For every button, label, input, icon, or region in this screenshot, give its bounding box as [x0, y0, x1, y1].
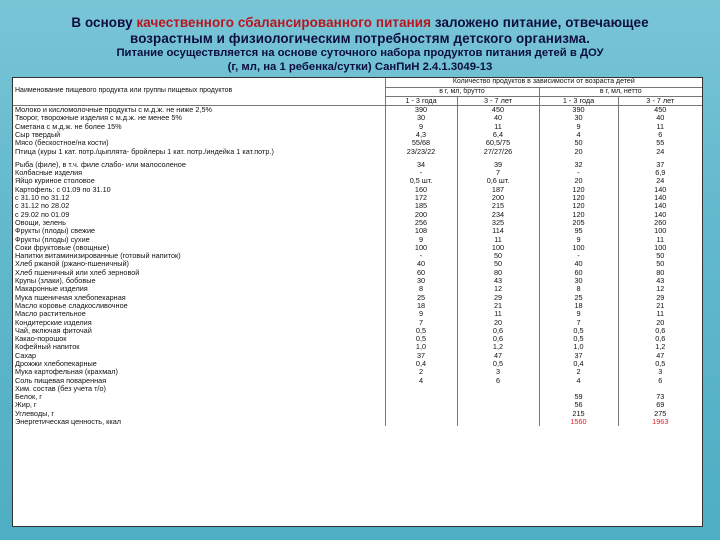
- value-cell: 172: [385, 194, 457, 202]
- value-cell: 108: [385, 227, 457, 235]
- table-row: [13, 131, 702, 139]
- value-cell: 43: [618, 277, 702, 285]
- value-cell: 56: [539, 401, 618, 409]
- value-cell: 21: [618, 302, 702, 310]
- table-row: [13, 269, 702, 277]
- value-cell: 160: [385, 186, 457, 194]
- product-name-cell: Творог, творожные изделия с м.д.ж. не менее 5%: [15, 114, 182, 123]
- product-name-cell: Яйцо куриное столовое: [15, 177, 95, 186]
- value-cell: 100: [539, 244, 618, 252]
- value-cell: 47: [618, 352, 702, 360]
- value-cell: 29: [457, 294, 539, 302]
- value-cell: [539, 385, 618, 393]
- value-cell: 114: [457, 227, 539, 235]
- table-body: [13, 106, 702, 427]
- product-name-cell: Молоко и кисломолочные продукты с м.д.ж. не ниже 2,5%: [13, 106, 385, 115]
- value-cell: 25: [385, 294, 457, 302]
- table-row: [13, 410, 702, 418]
- table-row: [13, 352, 702, 360]
- table-row: [13, 277, 702, 285]
- value-cell: 120: [539, 194, 618, 202]
- value-cell: 18: [539, 302, 618, 310]
- value-cell: 59: [539, 393, 618, 401]
- value-cell: 215: [457, 202, 539, 210]
- value-cell: 55/68: [385, 139, 457, 147]
- value-cell: 140: [618, 194, 702, 202]
- age-header-brutto-1-3: 1 - 3 года: [385, 96, 457, 105]
- value-cell: 60,5/75: [457, 139, 539, 147]
- value-cell: 6: [618, 131, 702, 139]
- value-cell: 80: [618, 269, 702, 277]
- value-cell: 27/27/26: [457, 148, 539, 161]
- value-cell: 0,6: [618, 335, 702, 343]
- value-cell: 73: [618, 393, 702, 401]
- title-accent: качественного сбалансированного питания: [136, 15, 432, 30]
- product-name-cell: Сметана с м.д.ж. не более 15%: [15, 122, 122, 131]
- value-cell: 187: [457, 186, 539, 194]
- value-cell: 80: [457, 269, 539, 277]
- title-text-end: заложено питание, отвечающее: [431, 15, 649, 30]
- product-name-cell: Картофель: с 01.09 по 31.10: [15, 185, 111, 194]
- value-cell: 0,5 шт.: [385, 177, 457, 185]
- value-cell: -: [539, 169, 618, 177]
- value-cell: 200: [385, 211, 457, 219]
- product-name-cell: с 29.02 по 01.09: [15, 210, 70, 219]
- value-cell: [385, 393, 457, 401]
- value-cell: 256: [385, 219, 457, 227]
- table-row: [13, 285, 702, 293]
- value-cell: 2: [539, 368, 618, 376]
- value-cell: 100: [457, 244, 539, 252]
- value-cell: 0,4: [539, 360, 618, 368]
- value-cell: 39: [457, 161, 539, 169]
- value-cell: [385, 401, 457, 409]
- column-header-brutto: в г, мл, брутто: [385, 87, 539, 96]
- product-name-cell: с 31.10 по 31.12: [15, 194, 70, 203]
- value-cell: 450: [457, 106, 539, 115]
- product-name-cell: Какао-порошок: [15, 335, 67, 344]
- food-norms-grid: [13, 78, 702, 426]
- value-cell: 29: [618, 294, 702, 302]
- table-row: [13, 227, 702, 235]
- age-header-netto-3-7: 3 - 7 лет: [618, 96, 702, 105]
- table-row: [13, 385, 702, 393]
- value-cell: 2: [385, 368, 457, 376]
- value-cell: 140: [618, 211, 702, 219]
- table-row: [13, 343, 702, 351]
- value-cell: 140: [618, 186, 702, 194]
- title-line-2: возрастным и физиологическим потребностям детского организма.: [130, 31, 590, 46]
- table-row: [13, 211, 702, 219]
- value-cell: 9: [539, 123, 618, 131]
- value-cell: 32: [539, 161, 618, 169]
- value-cell: 260: [618, 219, 702, 227]
- value-cell: 11: [457, 123, 539, 131]
- value-cell: 1,2: [457, 343, 539, 351]
- value-cell: 60: [539, 269, 618, 277]
- value-cell: 37: [618, 161, 702, 169]
- value-cell: 8: [385, 285, 457, 293]
- value-cell: 30: [539, 114, 618, 122]
- value-cell: 185: [385, 202, 457, 210]
- table-row: [13, 186, 702, 194]
- table-row: [13, 236, 702, 244]
- value-cell: 390: [385, 106, 457, 115]
- value-cell: 0,6 шт.: [457, 177, 539, 185]
- value-cell: 0,6: [618, 327, 702, 335]
- table-row: [13, 260, 702, 268]
- value-cell: 50: [457, 252, 539, 260]
- product-name-cell: Овощи, зелень: [15, 218, 66, 227]
- value-cell: 9: [385, 236, 457, 244]
- value-cell: 24: [618, 148, 702, 161]
- table-row: [13, 252, 702, 260]
- value-cell: 40: [385, 260, 457, 268]
- value-cell: 4: [539, 377, 618, 385]
- value-cell: 50: [618, 260, 702, 268]
- table-row: [13, 194, 702, 202]
- product-name-cell: Мясо (бескостное/на кости): [15, 139, 109, 148]
- product-name-cell: Хлеб пшеничный или хлеб зерновой: [15, 268, 140, 277]
- age-header-netto-1-3: 1 - 3 года: [539, 96, 618, 105]
- value-cell: 24: [618, 177, 702, 185]
- table-row: [13, 393, 702, 401]
- value-cell: 6,4: [457, 131, 539, 139]
- value-cell: 275: [618, 410, 702, 418]
- product-name-cell: Кофейный напиток: [15, 343, 80, 352]
- table-row: [13, 139, 702, 147]
- value-cell: 43: [457, 277, 539, 285]
- value-cell: 4: [385, 377, 457, 385]
- value-cell: [385, 418, 457, 426]
- value-cell: 20: [457, 319, 539, 327]
- value-cell: 12: [457, 285, 539, 293]
- product-name-cell: Соки фруктовые (овощные): [15, 243, 110, 252]
- value-cell: 20: [539, 148, 618, 161]
- value-cell: [457, 393, 539, 401]
- product-name-cell: Сахар: [15, 351, 37, 360]
- product-name-cell: Масло растительное: [15, 310, 86, 319]
- value-cell: 9: [385, 310, 457, 318]
- table-row: [13, 106, 702, 115]
- value-cell: 205: [539, 219, 618, 227]
- table-row: [13, 418, 702, 426]
- column-header-netto: в г, мл, нетто: [539, 87, 702, 96]
- value-cell: 3: [457, 368, 539, 376]
- value-cell: 1,0: [385, 343, 457, 351]
- value-cell: 0,4: [385, 360, 457, 368]
- product-name-cell: Макаронные изделия: [15, 285, 88, 294]
- table-row: [13, 335, 702, 343]
- table-row: [13, 368, 702, 376]
- product-name-cell: Кондитерские изделия: [15, 318, 92, 327]
- value-cell: 6: [618, 377, 702, 385]
- table-row: [13, 161, 702, 169]
- value-cell: 1,0: [539, 343, 618, 351]
- product-name-cell: Фрукты (плоды) сухие: [15, 235, 90, 244]
- table-row: [13, 302, 702, 310]
- table-row: [13, 327, 702, 335]
- table-row: [13, 148, 702, 161]
- value-cell: 120: [539, 186, 618, 194]
- product-name-cell: Белок, г: [15, 393, 42, 402]
- value-cell: 325: [457, 219, 539, 227]
- value-cell: 20: [618, 319, 702, 327]
- value-cell: 37: [385, 352, 457, 360]
- column-header-product: Наименование пищевого продукта или группы пищевых продуктов: [15, 87, 233, 95]
- value-cell: 40: [539, 260, 618, 268]
- value-cell: 450: [618, 106, 702, 115]
- value-cell: 0,6: [457, 335, 539, 343]
- value-cell: 12: [618, 285, 702, 293]
- table-row: [13, 244, 702, 252]
- value-cell: 34: [385, 161, 457, 169]
- value-cell: [457, 418, 539, 426]
- table-row: [13, 114, 702, 122]
- product-name-cell: Жир, г: [15, 401, 37, 410]
- value-cell: 95: [539, 227, 618, 235]
- value-cell: 11: [618, 310, 702, 318]
- value-cell: 9: [385, 123, 457, 131]
- value-cell: 0,5: [539, 327, 618, 335]
- value-cell: 234: [457, 211, 539, 219]
- table-row: [13, 294, 702, 302]
- table-row: [13, 123, 702, 131]
- table-row: [13, 319, 702, 327]
- product-name-cell: Птица (куры 1 кат. потр./цыплята- бройлеры 1 кат. потр./индейка 1 кат.потр.): [15, 147, 274, 156]
- value-cell: 3: [618, 368, 702, 376]
- product-name-cell: Чай, включая фиточай: [15, 326, 92, 335]
- value-cell: 40: [618, 114, 702, 122]
- value-cell: 0,5: [539, 335, 618, 343]
- value-cell: 6: [457, 377, 539, 385]
- value-cell: 390: [539, 106, 618, 115]
- value-cell: 1,2: [618, 343, 702, 351]
- product-name-cell: Напитки витаминизированные (готовый напиток): [15, 252, 181, 261]
- product-name-cell: Мука картофельная (крахмал): [15, 368, 118, 377]
- value-cell: 7: [385, 319, 457, 327]
- value-cell: 100: [618, 244, 702, 252]
- product-name-cell: с 31.12 по 28.02: [15, 202, 70, 211]
- value-cell: -: [385, 252, 457, 260]
- table-row: [13, 360, 702, 368]
- value-cell: 25: [539, 294, 618, 302]
- value-cell: [385, 410, 457, 418]
- table-row: [13, 310, 702, 318]
- value-cell: 60: [385, 269, 457, 277]
- value-cell: 100: [385, 244, 457, 252]
- table-row: [13, 401, 702, 409]
- value-cell: 18: [385, 302, 457, 310]
- food-norms-table: [12, 77, 703, 527]
- value-cell: -: [539, 252, 618, 260]
- value-cell: 215: [539, 410, 618, 418]
- value-cell: 30: [385, 114, 457, 122]
- value-cell: 50: [618, 252, 702, 260]
- age-header-brutto-3-7: 3 - 7 лет: [457, 96, 539, 105]
- product-name-cell: Фрукты (плоды) свежие: [15, 227, 96, 236]
- table-row: [13, 202, 702, 210]
- column-header-quantity: Количество продуктов в зависимости от возраста детей: [385, 78, 702, 87]
- value-cell: 50: [457, 260, 539, 268]
- value-cell: 100: [618, 227, 702, 235]
- value-cell: 120: [539, 202, 618, 210]
- value-cell: 30: [385, 277, 457, 285]
- title-text-start: В основу: [71, 15, 137, 30]
- product-name-cell: Мука пшеничная хлебопекарная: [15, 293, 126, 302]
- value-cell: 30: [539, 277, 618, 285]
- table-row: [13, 377, 702, 385]
- value-cell: [618, 385, 702, 393]
- product-name-cell: Хим. состав (без учета т/о): [15, 384, 106, 393]
- value-cell: 0,5: [457, 360, 539, 368]
- value-cell: 4,3: [385, 131, 457, 139]
- product-name-cell: Хлеб ржаной (ржано-пшеничный): [15, 260, 129, 269]
- value-cell: 1560: [539, 418, 618, 426]
- subtitle-line-1: Питание осуществляется на основе суточного набора продуктов питания детей в ДОУ: [116, 47, 604, 59]
- value-cell: 23/23/22: [385, 148, 457, 161]
- value-cell: 11: [457, 310, 539, 318]
- value-cell: 7: [539, 319, 618, 327]
- value-cell: 9: [539, 236, 618, 244]
- value-cell: 7: [457, 169, 539, 177]
- value-cell: 4: [539, 131, 618, 139]
- value-cell: 55: [618, 139, 702, 147]
- value-cell: 140: [618, 202, 702, 210]
- value-cell: 21: [457, 302, 539, 310]
- value-cell: 11: [457, 236, 539, 244]
- product-name-cell: Энергетическая ценность, ккал: [15, 418, 122, 427]
- product-name-cell: Масло коровье сладкосливочное: [15, 301, 128, 310]
- value-cell: 120: [539, 211, 618, 219]
- product-name-cell: Колбасные изделия: [15, 169, 83, 178]
- product-name-cell: Крупы (злаки), бобовые: [15, 277, 96, 286]
- product-name-cell: Углеводы, г: [15, 409, 55, 418]
- value-cell: 1963: [618, 418, 702, 426]
- value-cell: 40: [457, 114, 539, 122]
- subtitle-line-2: (г, мл, на 1 ребенка/сутки) СанПиН 2.4.1.3049-13: [227, 61, 493, 73]
- value-cell: 200: [457, 194, 539, 202]
- product-name-cell: Сыр твердый: [15, 130, 61, 139]
- value-cell: [457, 385, 539, 393]
- title-line-1: [0, 15, 720, 30]
- table-row: [13, 177, 702, 185]
- value-cell: 69: [618, 401, 702, 409]
- value-cell: 0,5: [618, 360, 702, 368]
- value-cell: 11: [618, 236, 702, 244]
- value-cell: 9: [539, 310, 618, 318]
- value-cell: [385, 385, 457, 393]
- value-cell: 0,5: [385, 327, 457, 335]
- value-cell: [457, 410, 539, 418]
- value-cell: [457, 401, 539, 409]
- value-cell: -: [385, 169, 457, 177]
- value-cell: 8: [539, 285, 618, 293]
- value-cell: 37: [539, 352, 618, 360]
- product-name-cell: Соль пищевая поваренная: [15, 376, 107, 385]
- product-name-cell: Дрожжи хлебопекарные: [15, 360, 97, 368]
- value-cell: 0,6: [457, 327, 539, 335]
- value-cell: 11: [618, 123, 702, 131]
- value-cell: 47: [457, 352, 539, 360]
- table-row: [13, 169, 702, 177]
- value-cell: 6,9: [618, 169, 702, 177]
- table-row: [13, 219, 702, 227]
- value-cell: 50: [539, 139, 618, 147]
- value-cell: 20: [539, 177, 618, 185]
- product-name-cell: Рыба (филе), в т.ч. филе слабо- или малосоленое: [15, 160, 186, 169]
- value-cell: 0,5: [385, 335, 457, 343]
